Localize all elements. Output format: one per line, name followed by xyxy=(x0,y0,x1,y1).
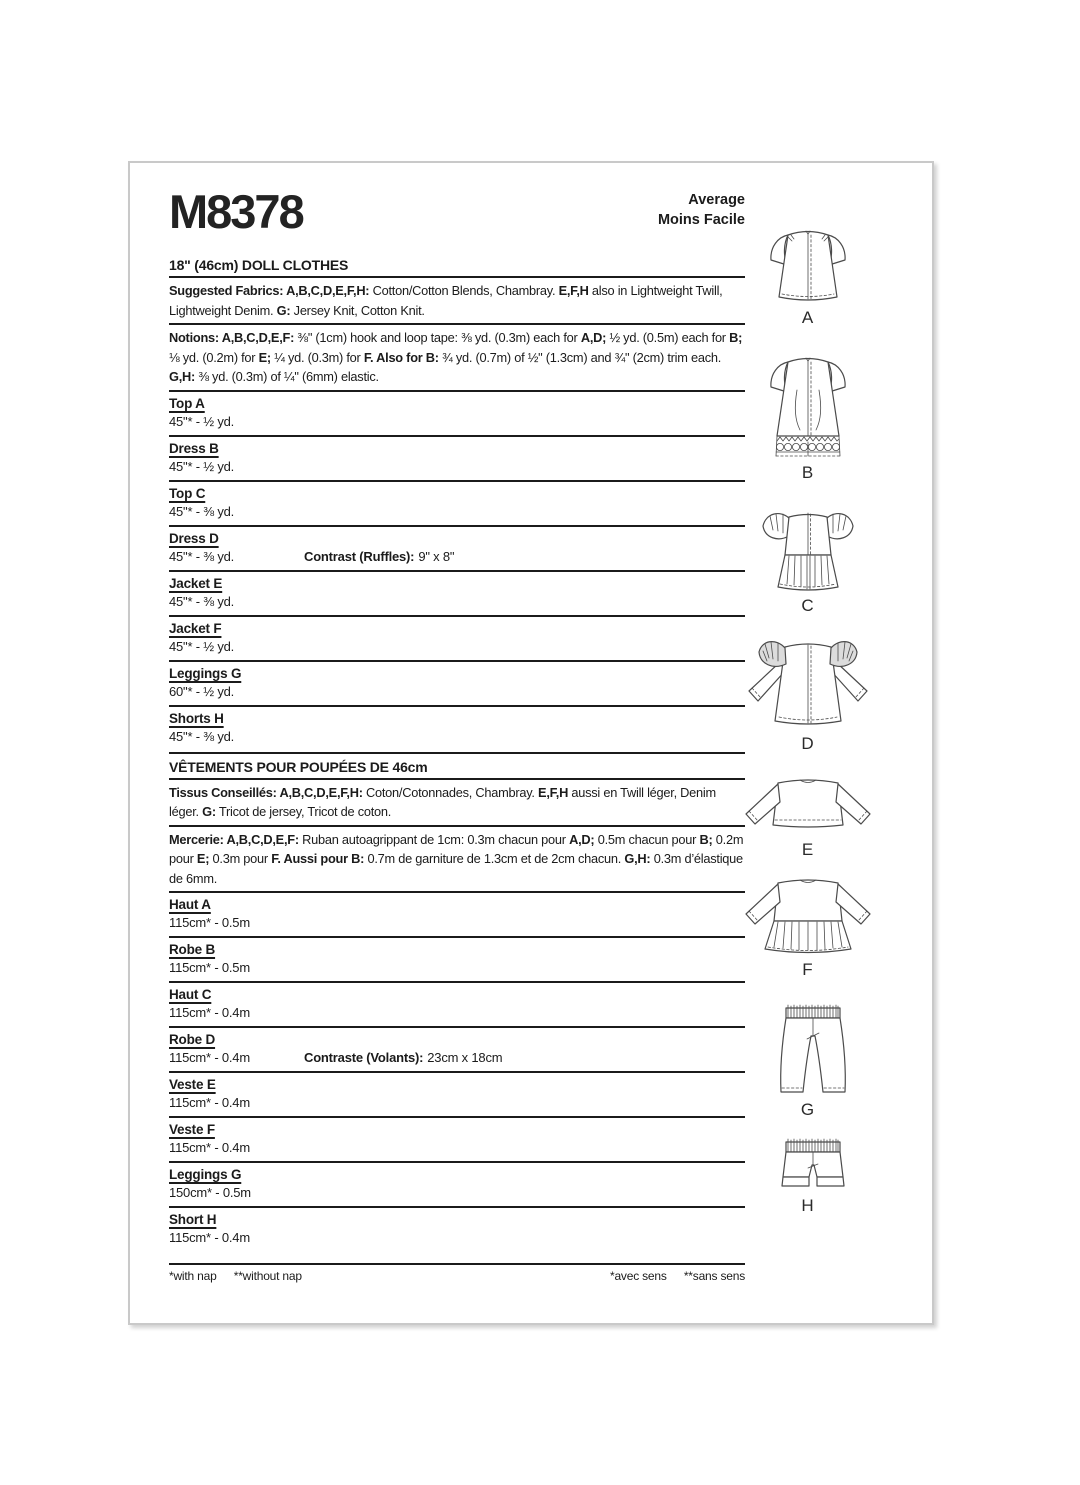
mercerie-fr: Mercerie: A,B,C,D,E,F: Ruban autoagrippant de 1cm: 0.3m chacun pour A,D; 0.5m chacun pour B; 0.2m pour E; 0.3m pour F. Aussi pour B: 0.7m de garniture de 1.3cm et de 2cm chacun. G,H: 0.3m d’élastique de 6mm. xyxy=(169,831,744,886)
pattern-number: M8378 xyxy=(169,185,303,238)
contrast-label: Contraste (Volants): xyxy=(304,1050,424,1065)
footnote-without-nap: **without nap xyxy=(233,1269,302,1283)
divider xyxy=(169,276,745,278)
yardage-value: 45"* - ½ yd. xyxy=(169,638,235,654)
yardage-entry xyxy=(169,1028,745,1073)
yardage-row xyxy=(169,458,745,476)
figure-label: H xyxy=(801,1196,814,1215)
garment-name-row xyxy=(169,1211,745,1229)
figure-dress-d xyxy=(715,631,900,754)
shorts-h-drawing xyxy=(753,1131,863,1193)
figure-top-a xyxy=(715,221,900,328)
yardage-row xyxy=(169,503,745,521)
figure-label: E xyxy=(801,840,814,859)
yardage-entry xyxy=(169,662,745,707)
divider xyxy=(169,323,745,325)
figure-label: D xyxy=(801,734,814,753)
yardage-entry xyxy=(169,938,745,983)
yardage-row xyxy=(169,1094,745,1112)
yardage-entry xyxy=(169,1073,745,1118)
yardage-row xyxy=(169,1184,745,1202)
garment-name-row xyxy=(169,530,745,548)
figure-label: C xyxy=(801,596,814,615)
yardage-row xyxy=(169,638,745,656)
contrast-info xyxy=(304,1049,502,1067)
yardage-row xyxy=(169,1004,745,1022)
garment-name: Short H xyxy=(169,1212,217,1227)
yardage-row xyxy=(169,914,745,932)
garment-name-row xyxy=(169,440,745,458)
yardage-row xyxy=(169,413,745,431)
garment-name-row xyxy=(169,896,745,914)
garment-name-row xyxy=(169,710,745,728)
figure-jacket-e xyxy=(715,771,900,860)
garment-name: Haut C xyxy=(169,987,212,1002)
garment-name: Leggings G xyxy=(169,1167,242,1182)
contrast-value: 23cm x 18cm xyxy=(427,1050,503,1065)
garment-name-row xyxy=(169,665,745,683)
footnotes-english xyxy=(169,1269,302,1283)
divider xyxy=(169,825,745,827)
garment-name-row xyxy=(169,1031,745,1049)
yardage-list-english xyxy=(169,392,745,750)
garment-name: Haut A xyxy=(169,897,211,912)
figure-shorts-h xyxy=(715,1131,900,1216)
figure-label: A xyxy=(801,308,814,327)
yardage-value: 45"* - ½ yd. xyxy=(169,413,235,429)
garment-name-row xyxy=(169,395,745,413)
contrast-label: Contrast (Ruffles): xyxy=(304,548,415,564)
footnote-with-nap: *with nap xyxy=(169,1269,217,1283)
garment-name: Dress D xyxy=(169,530,219,546)
yardage-row xyxy=(169,1229,745,1247)
suggested-fabrics-en: Suggested Fabrics: A,B,C,D,E,F,H: Cotton/Cotton Blends, Chambray. E,F,H also in Lightweight Twill, Lightweight Denim. G: Jersey Knit, Cotton Knit. xyxy=(169,283,723,318)
yardage-entry xyxy=(169,707,745,750)
leggings-g-drawing xyxy=(753,995,863,1097)
yardage-entry xyxy=(169,482,745,527)
garment-name: Jacket F xyxy=(169,620,222,636)
garment-name-row xyxy=(169,986,745,1004)
suggested-fabrics-fr: Tissus Conseillés: A,B,C,D,E,F,H: Coton/Cotonnades, Chambray. E,F,H aussi en Twill léger, Denim léger. G: Tricot de jersey, Tricot de coton. xyxy=(169,784,716,819)
yardage-entry xyxy=(169,1118,745,1163)
garment-name: Veste E xyxy=(169,1077,216,1092)
garment-name-row xyxy=(169,620,745,638)
yardage-entry xyxy=(169,1163,745,1208)
garment-name: Jacket E xyxy=(169,575,223,591)
figure-leggings-g xyxy=(715,995,900,1120)
footnote-sans-sens: **sans sens xyxy=(683,1269,745,1283)
yardage-row xyxy=(169,1139,745,1157)
garment-name: Top C xyxy=(169,485,206,501)
dress-b-drawing xyxy=(743,348,873,460)
yardage-value: 115cm* - 0.5m xyxy=(169,915,250,930)
jacket-e-drawing xyxy=(733,771,883,837)
figure-top-c xyxy=(715,501,900,616)
yardage-entry xyxy=(169,572,745,617)
difficulty-english: Average xyxy=(688,192,745,208)
figure-label: B xyxy=(801,463,814,482)
garment-name: Dress B xyxy=(169,440,219,456)
yardage-entry xyxy=(169,392,745,437)
dress-d-drawing xyxy=(733,631,883,731)
jacket-f-drawing xyxy=(733,871,883,957)
figure-dress-b xyxy=(715,348,900,483)
french-section-title: VÊTEMENTS POUR POUPÉES DE 46cm xyxy=(169,758,428,775)
yardage-value: 150cm* - 0.5m xyxy=(169,1185,251,1200)
yardage-entry xyxy=(169,893,745,938)
yardage-row xyxy=(169,1049,745,1067)
yardage-value: 45"* - ⅜ yd. xyxy=(169,593,235,609)
top-a-drawing xyxy=(743,221,873,305)
figure-label: F xyxy=(802,960,813,979)
garment-name-row xyxy=(169,485,745,503)
garment-name-row xyxy=(169,1121,745,1139)
yardage-row xyxy=(169,959,745,977)
garment-name: Robe D xyxy=(169,1032,216,1047)
notions-en: Notions: A,B,C,D,E,F: ⅜" (1cm) hook and loop tape: ⅜ yd. (0.3m) each for A,D; ½ yd. (0.5m) each for B; ⅛ yd. (0.2m) for E; ¼ yd. (0.3m) for F. Also for B: ¾ yd. (0.7m) of ½" (1.3cm) and ¾" (2cm) trim each. G,H: ⅜ yd. (0.3m) of ¼" (6mm) elastic. xyxy=(169,330,743,384)
yardage-value: 115cm* - 0.4m xyxy=(169,1050,250,1065)
yardage-row xyxy=(169,593,745,611)
yardage-list-french xyxy=(169,893,745,1251)
pattern-sheet xyxy=(128,161,934,1325)
yardage-row xyxy=(169,728,745,746)
yardage-value: 115cm* - 0.4m xyxy=(169,1005,250,1020)
garment-name-row xyxy=(169,941,745,959)
yardage-value: 115cm* - 0.4m xyxy=(169,1140,250,1155)
yardage-entry xyxy=(169,1208,745,1251)
english-section-title: 18" (46cm) DOLL CLOTHES xyxy=(169,257,349,273)
garment-illustrations xyxy=(715,163,900,1323)
divider xyxy=(169,778,745,780)
yardage-value: 115cm* - 0.5m xyxy=(169,960,250,975)
garment-name: Veste F xyxy=(169,1122,215,1137)
yardage-value: 45"* - ½ yd. xyxy=(169,458,235,474)
yardage-value: 45"* - ⅜ yd. xyxy=(169,548,235,564)
yardage-entry xyxy=(169,527,745,572)
figure-jacket-f xyxy=(715,871,900,980)
text-column xyxy=(169,185,745,1251)
yardage-entry xyxy=(169,983,745,1028)
difficulty-french: Moins Facile xyxy=(657,212,745,229)
yardage-value: 45"* - ⅜ yd. xyxy=(169,728,235,744)
yardage-row xyxy=(169,548,745,566)
contrast-value: 9" x 8" xyxy=(418,548,455,564)
yardage-row xyxy=(169,683,745,701)
yardage-value: 60"* - ½ yd. xyxy=(169,683,235,699)
garment-name: Robe B xyxy=(169,942,216,957)
garment-name-row xyxy=(169,575,745,593)
garment-name-row xyxy=(169,1166,745,1184)
header xyxy=(169,185,745,238)
footnote-avec-sens: *avec sens xyxy=(609,1269,667,1283)
yardage-entry xyxy=(169,437,745,482)
yardage-value: 115cm* - 0.4m xyxy=(169,1095,250,1110)
yardage-value: 45"* - ⅜ yd. xyxy=(169,503,235,519)
garment-name: Shorts H xyxy=(169,710,224,726)
footnotes xyxy=(169,1263,745,1283)
garment-name: Top A xyxy=(169,395,205,411)
garment-name: Leggings G xyxy=(169,665,242,681)
yardage-entry xyxy=(169,617,745,662)
garment-name-row xyxy=(169,1076,745,1094)
section-divider xyxy=(169,752,745,754)
contrast-info xyxy=(304,548,454,566)
figure-label: G xyxy=(800,1100,815,1119)
yardage-value: 115cm* - 0.4m xyxy=(169,1230,250,1245)
top-c-drawing xyxy=(743,501,873,593)
